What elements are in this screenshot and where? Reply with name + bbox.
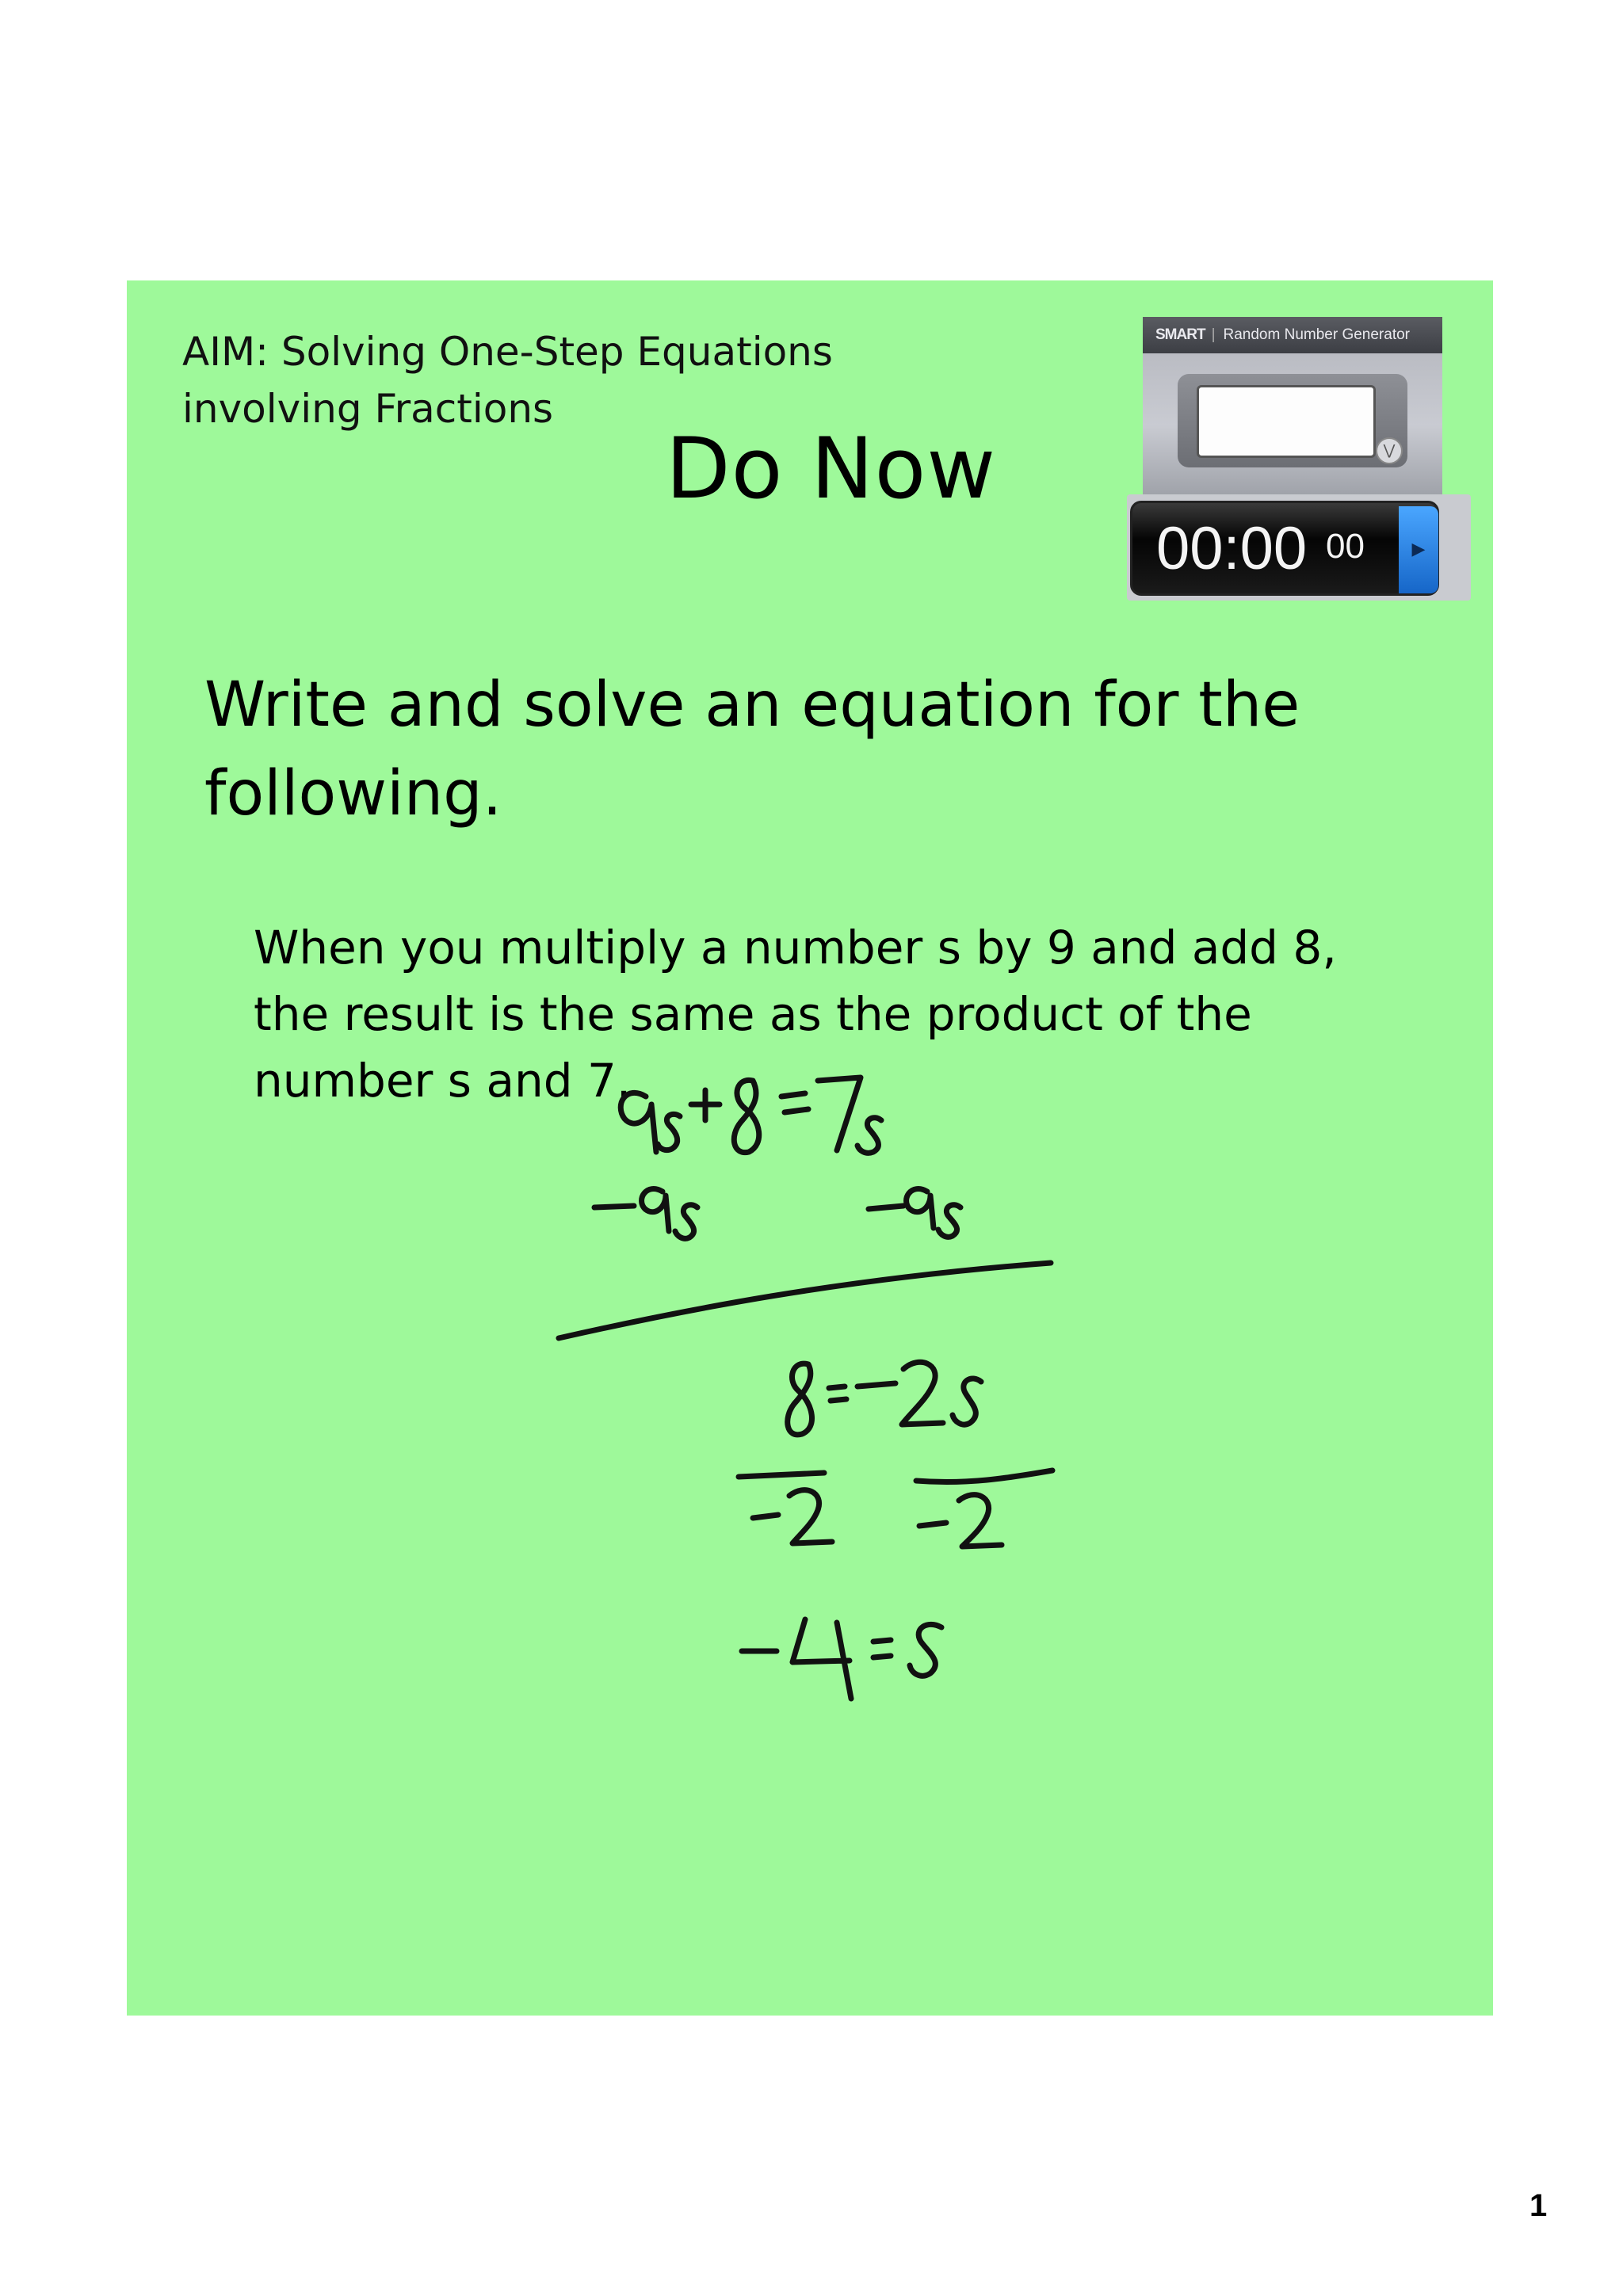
handwriting-line-2 [594, 1189, 960, 1239]
slide-title: Do Now [666, 420, 997, 517]
timer-time: 00:00 [1156, 515, 1308, 582]
handwritten-solution [127, 280, 1493, 2016]
handwriting-divider [559, 1263, 1051, 1338]
chevron-down-icon[interactable]: ⋁ [1376, 437, 1403, 464]
slide [127, 280, 1493, 2016]
aim-line-1: AIM: Solving One-Step Equations [182, 329, 833, 375]
page-number: 1 [1529, 2188, 1548, 2223]
problem-text: When you multiply a number s by 9 and add 8, the result is the same as the product of the number s and 7. [254, 921, 1337, 1108]
handwriting-line-1 [621, 1077, 881, 1153]
aim-line-2: involving Fractions [182, 386, 554, 432]
smart-logo: SMART [1155, 326, 1205, 343]
handwriting-fraction-bar-right [916, 1470, 1052, 1482]
timer-fraction: 00 [1326, 527, 1365, 566]
handwriting-line-5 [742, 1619, 941, 1699]
rng-header: SMART | Random Number Generator [1143, 317, 1442, 353]
instructions-text: Write and solve an equation for the following. [204, 669, 1300, 830]
handwriting-line-3 [788, 1362, 981, 1435]
play-icon[interactable]: ▶ [1399, 506, 1438, 593]
rng-title: Random Number Generator [1223, 326, 1410, 343]
handwriting-line-4 [753, 1490, 1002, 1547]
handwriting-fraction-bar-left [739, 1473, 824, 1477]
